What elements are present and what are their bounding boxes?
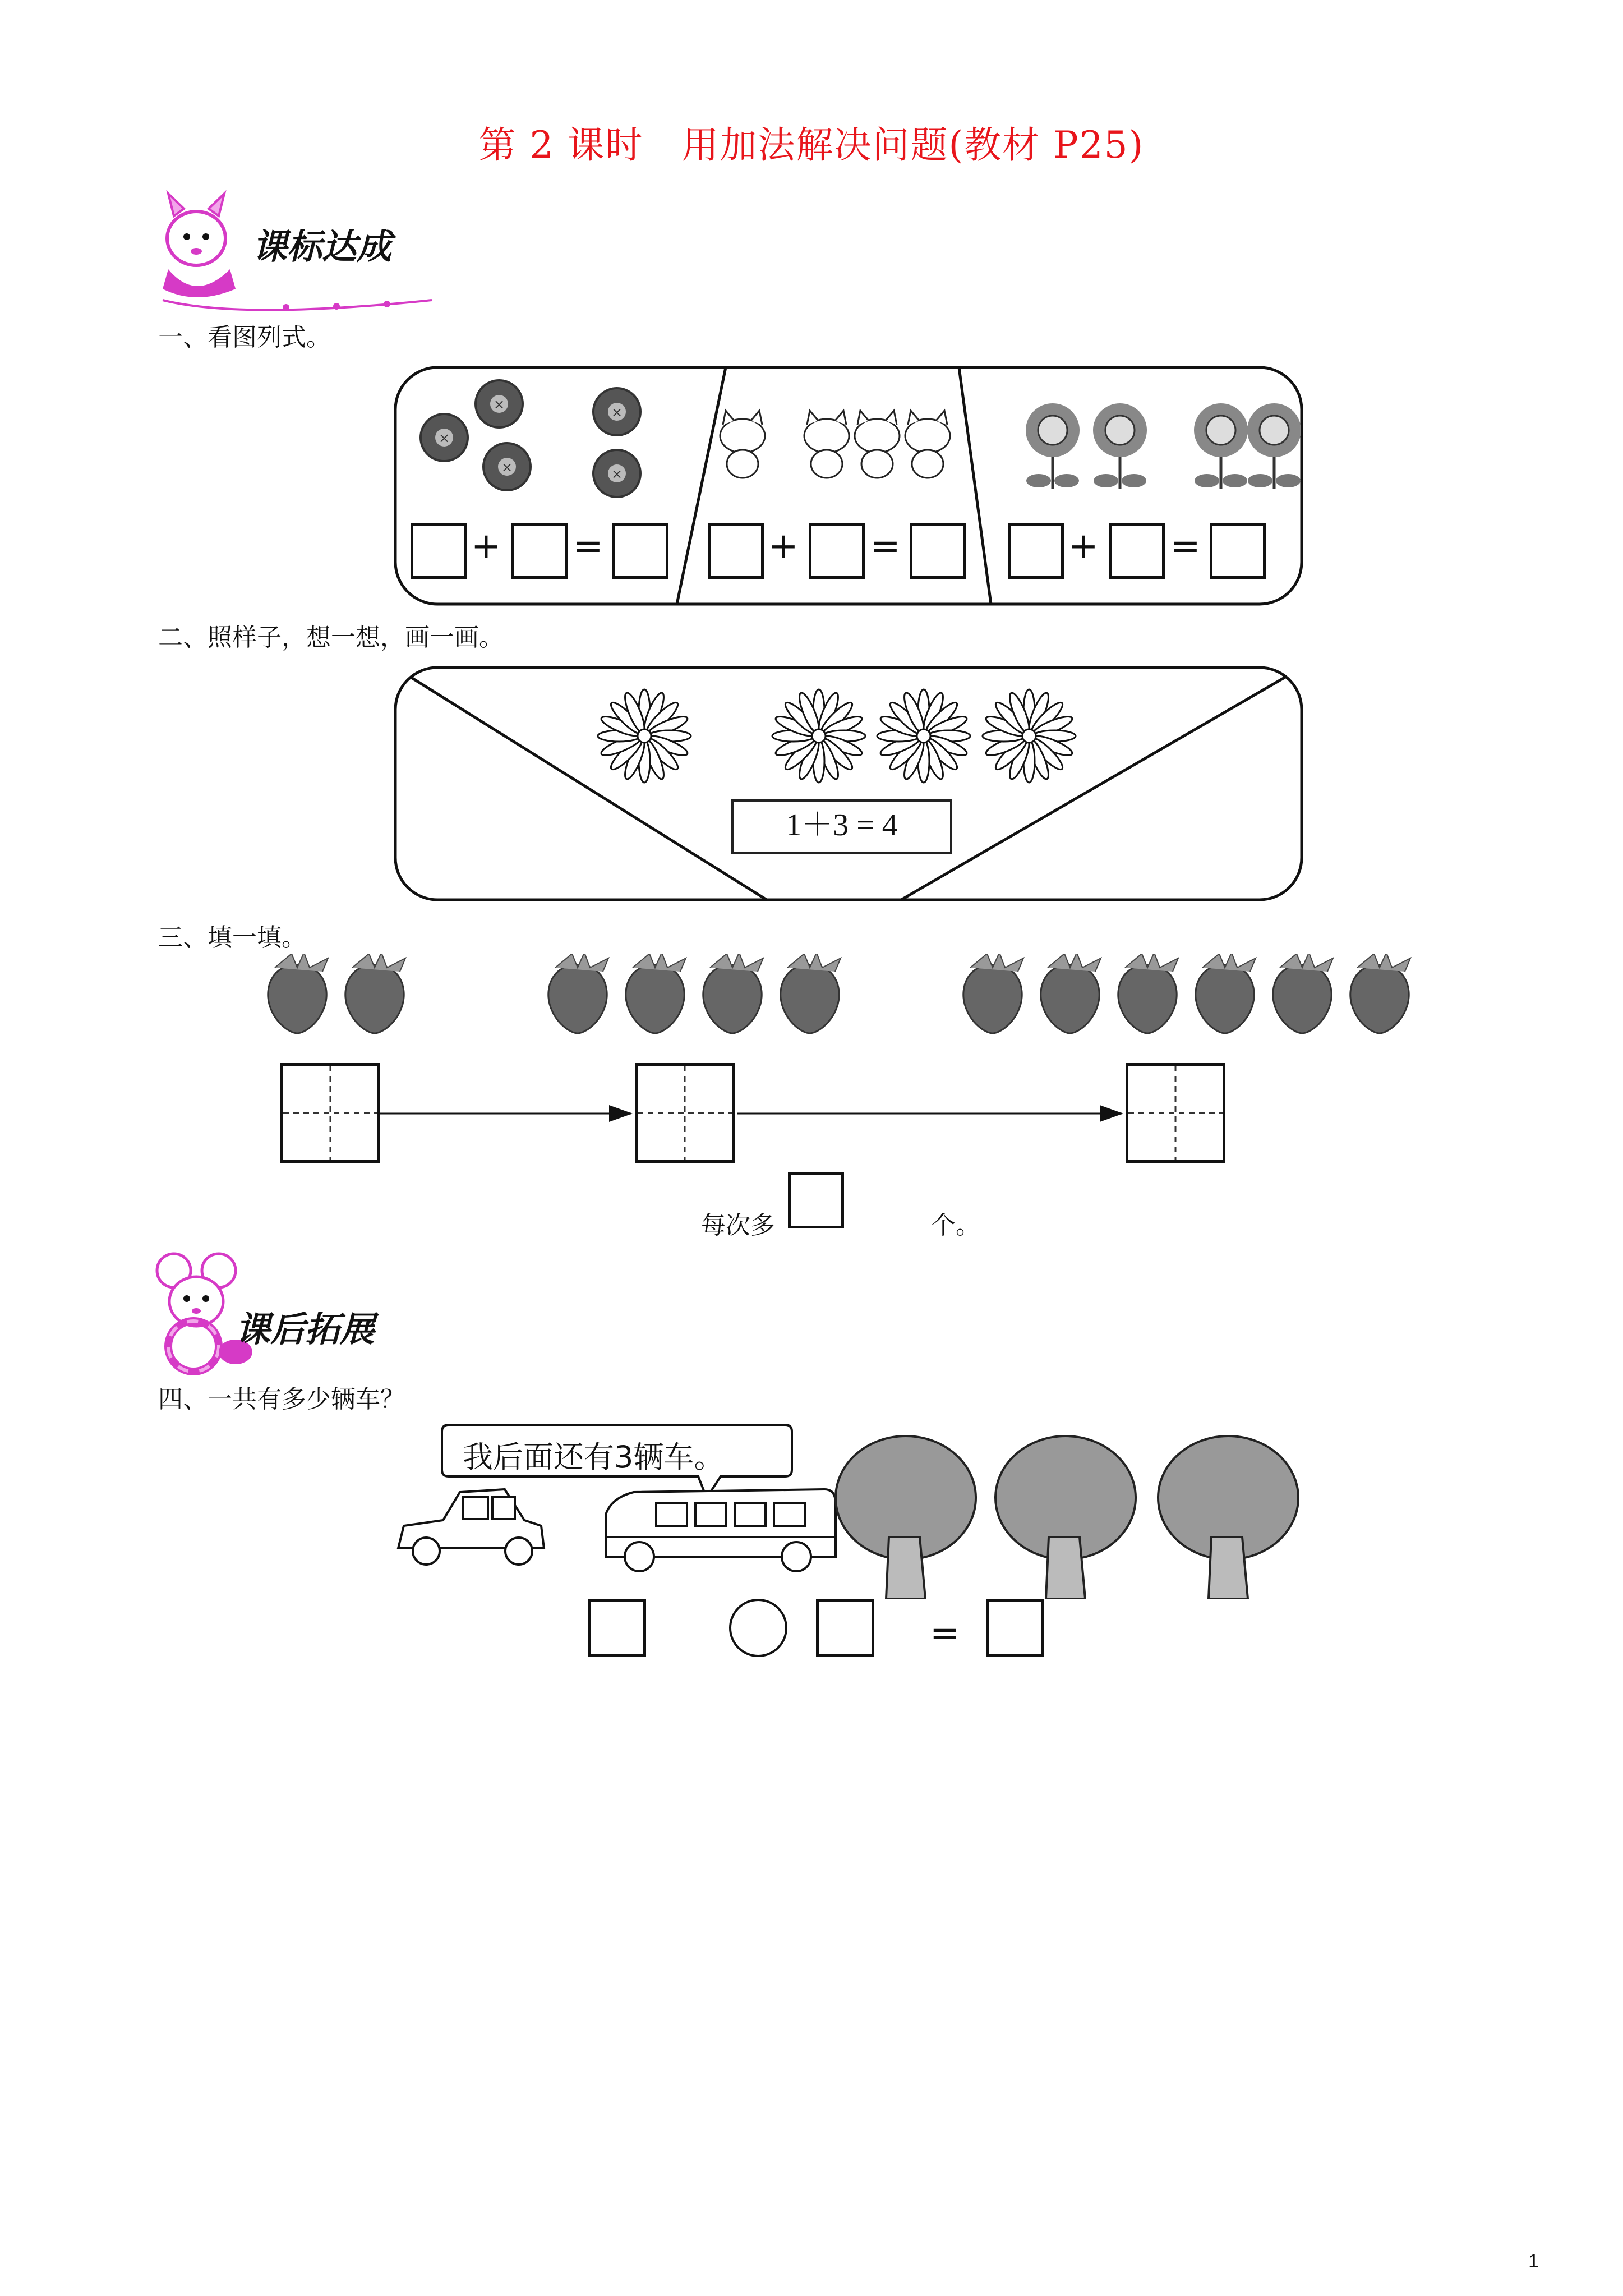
equals-sign: = — [1170, 526, 1201, 567]
speech-bubble-text: 我后面还有3辆车。 — [463, 1439, 725, 1475]
plus-sign: + — [768, 526, 799, 567]
q4-box-3[interactable] — [986, 1599, 1044, 1657]
increment-caption — [701, 1172, 981, 1240]
plus-sign: + — [1068, 526, 1099, 567]
question-2-label: 二、照样子，想一想，画一画。 — [158, 623, 504, 652]
equals-sign: = — [930, 1613, 960, 1654]
vehicles-scene — [393, 1414, 1301, 1599]
svg-text:×: × — [611, 404, 623, 420]
trees-group — [836, 1436, 1298, 1599]
q1-b-box-1[interactable] — [708, 523, 764, 579]
question-4-label: 四、一共有多少辆车？ — [158, 1385, 405, 1414]
q4-box-1[interactable] — [588, 1599, 646, 1657]
q1-c-box-3[interactable] — [1210, 523, 1266, 579]
caption-prefix: 每次多 — [701, 1211, 775, 1240]
page-title: 第 2 课时 用加法解决问题(教材 P25) — [478, 123, 1145, 167]
sequence-box-3[interactable] — [1126, 1063, 1225, 1163]
plus-sign: + — [471, 526, 501, 567]
increment-box[interactable] — [788, 1172, 844, 1228]
q2-panel-frame — [394, 666, 1303, 901]
banner-section-2 — [151, 1248, 443, 1377]
q1-b-box-3[interactable] — [910, 523, 966, 579]
question-1-label: 一、看图列式。 — [158, 323, 331, 352]
banner-title: 课标达成 — [252, 226, 392, 267]
sequence-box-1[interactable] — [280, 1063, 380, 1163]
page-number: 1 — [1528, 2251, 1539, 2272]
sequence-row — [278, 1060, 1242, 1167]
caption-suffix: 个。 — [931, 1211, 980, 1240]
q1-c-box-2[interactable] — [1109, 523, 1165, 579]
q1-c-box-1[interactable] — [1008, 523, 1064, 579]
example-equation: 1＋3 = 4 — [731, 799, 952, 854]
banner-title: 课后拓展 — [236, 1309, 375, 1350]
question-1-panel — [394, 366, 1303, 606]
banner-section-1 — [151, 185, 443, 314]
q1-a-box-3[interactable] — [612, 523, 668, 579]
kittens-group — [720, 411, 950, 478]
svg-text:×: × — [611, 466, 623, 482]
equals-sign: = — [870, 526, 901, 567]
q4-box-2[interactable] — [816, 1599, 874, 1657]
svg-text:×: × — [493, 397, 505, 412]
car-icon — [398, 1489, 544, 1565]
svg-text:×: × — [438, 430, 450, 446]
q4-operator-circle[interactable] — [729, 1599, 787, 1657]
question-2-panel — [394, 666, 1303, 901]
q1-b-box-2[interactable] — [809, 523, 865, 579]
q1-a-box-1[interactable] — [411, 523, 467, 579]
question-3-label: 三、填一填。 — [158, 923, 306, 952]
bus-icon — [606, 1489, 836, 1571]
sequence-box-2[interactable] — [635, 1063, 735, 1163]
strawberries-row — [264, 954, 1436, 1038]
q1-a-box-2[interactable] — [511, 523, 568, 579]
equals-sign: = — [573, 526, 603, 567]
svg-text:×: × — [501, 459, 513, 475]
